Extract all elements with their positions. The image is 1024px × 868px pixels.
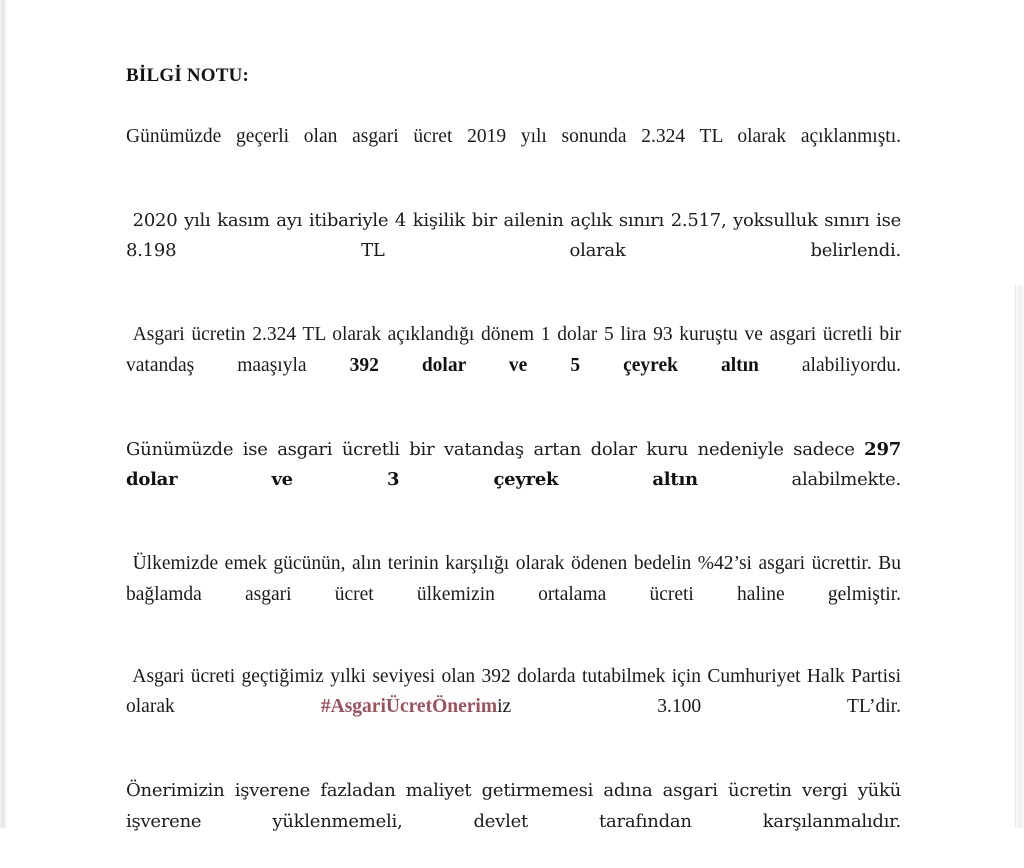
paragraph-4-text-before: Günümüzde ise asgari ücretli bir vatandaş artan dolar kuru nedeniyle sadece — [126, 438, 865, 460]
paragraph-6 — [126, 662, 901, 754]
paragraph-6-text-after: iz 3.100 TL’dir. — [497, 696, 901, 718]
paragraph-1: Günümüzde geçerli olan asgari ücret 2019 yılı sonunda 2.324 TL olarak açıklanmıştı. — [126, 125, 901, 147]
page-right-edge-shadow — [1015, 285, 1024, 828]
document-body — [126, 0, 901, 868]
paragraph-3 — [126, 320, 901, 412]
page-left-edge-shadow — [0, 0, 7, 828]
paragraph-2: 2020 yılı kasım ayı itibariyle 4 kişilik bir ailenin açlık sınırı 2.517, yoksulluk sınırı ise 8.198 TL olarak belirlendi. — [126, 209, 901, 262]
page-title: BİLGİ NOTU: — [126, 65, 250, 86]
page-right-edge-line — [1015, 285, 1016, 828]
paragraph-3-emphasis: 392 dolar ve 5 çeyrek altın — [349, 354, 759, 376]
paragraph-3-text-after: alabiliyordu. — [758, 354, 902, 376]
hashtag-asgari-ucret-onerim[interactable]: #AsgariÜcretÖnerim — [320, 696, 498, 718]
paragraph-4-emphasis: 297 dolar ve 3 çeyrek altın — [126, 438, 901, 491]
paragraph-7: Önerimizin işverene fazladan maliyet getirmemesi adına asgari ücretin vergi yükü işverene yüklenmemeli, devlet tarafından karşılanmalıdır. — [126, 780, 901, 832]
paragraph-3-text-before: Asgari ücretin 2.324 TL olarak açıklandığı dönem 1 dolar 5 lira 93 kuruştu ve asgari ücretli bir vatandaş maaşıyla — [126, 324, 901, 376]
paragraph-4-text-after: alabilmekte. — [697, 469, 901, 491]
paragraph-4 — [126, 435, 901, 527]
paragraph-6-text-before: Asgari ücreti geçtiğimiz yılki seviyesi olan 392 dolarda tutabilmek için Cumhuriyet Halk Partisi olarak — [126, 665, 902, 718]
paragraph-5: Ülkemizde emek gücünün, alın terinin karşılığı olarak ödenen bedelin %42’si asgari ücrettir. Bu bağlamda asgari ücret ülkemizin ortalama ücreti haline gelmiştir. — [126, 553, 902, 605]
